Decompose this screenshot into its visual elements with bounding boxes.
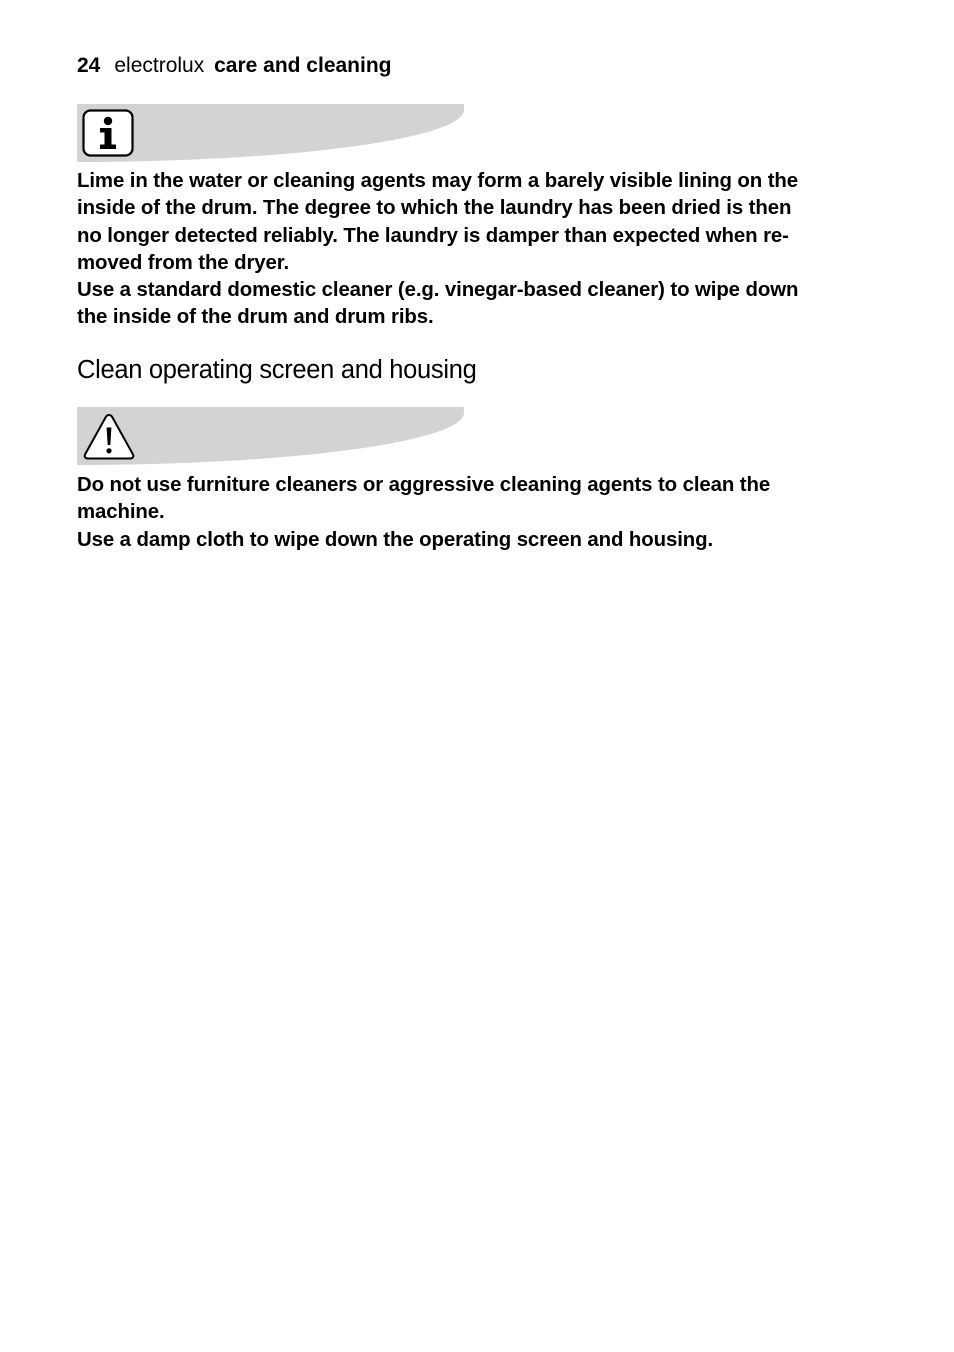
page-number: 24 [77,54,101,77]
section-name: care and cleaning [214,54,392,77]
info-line: Lime in the water or cleaning agents may form a barely visible lining on the [77,170,798,192]
info-line: the inside of the drum and drum ribs. [77,306,434,329]
info-line: moved from the dryer. [77,251,290,274]
info-line: Use a standard domestic cleaner (e.g. vinegar-based cleaner) to wipe down [77,279,799,302]
brand-name: electrolux [114,54,205,77]
warning-line: machine. [77,501,165,524]
info-notice-bar [77,104,464,162]
warning-line: Do not use furniture cleaners or aggressive cleaning agents to clean the [77,474,771,496]
section-subheading: Clean operating screen and housing [77,356,477,384]
warning-line: Use a damp cloth to wipe down the operating screen and housing. [77,528,714,551]
warning-notice-text [77,472,879,554]
info-notice-text [77,168,879,332]
warning-icon [82,412,136,462]
info-line: inside of the drum. The degree to which the laundry has been dried is then [77,197,792,220]
info-icon [82,109,134,157]
page-header [77,52,392,80]
warning-notice-bar [77,407,464,465]
info-line: no longer detected reliably. The laundry is damper than expected when re- [77,224,789,247]
